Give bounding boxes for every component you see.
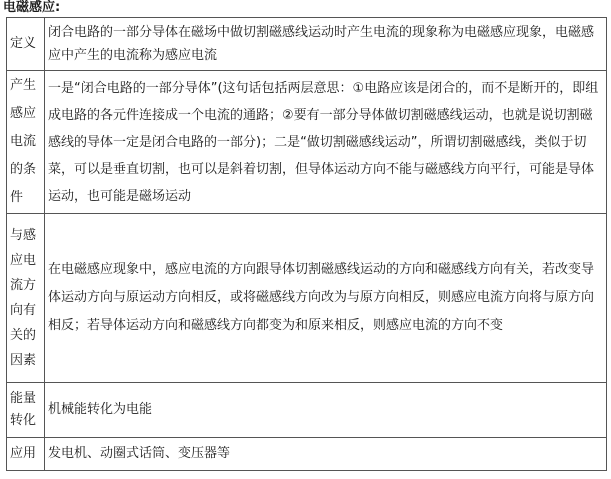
row-content-direction-factors: 在电磁感应现象中，感应电流的方向跟导体切割磁感线运动的方向和磁感线方向有关，若改变导体运动方向与原运动方向相反，或将磁感线方向改为与原方向相反，则感应电流方向将与原方向相反；若导体运动方向和磁感线方向都变为和原来相反，则感应电流的方向不变 [45,214,607,383]
row-label-direction-factors: 与感应电流方向有关的因素 [7,214,45,383]
row-content-condition: 一是“闭合电路的一部分导体”(这句话包括两层意思：①电路应该是闭合的，而不是断开的，即组成电路的各元件连接成一个电流的通路；②要有一部分导体做切割磁感线运动，也就是说切割磁感线的导体一定是闭合电路的一部分)；二是“做切割磁感线运动”，所谓切割磁感线，类似于切菜，可以是垂直切割，也可以是斜着切割，但导体运动方向不能与磁感线方向平行，可能是导体运动，也可能是磁场运动 [45,71,607,214]
row-content-energy-conversion: 机械能转化为电能 [45,383,607,438]
table-row-application [7,438,607,471]
table-row-direction-factors [7,214,607,383]
section-heading: 电磁感应: [3,0,61,15]
row-content-application: 发电机、动圈式话筒、变压器等 [45,438,607,471]
table-row-definition [7,18,607,71]
row-label-application: 应用 [7,438,45,471]
row-content-definition: 闭合电路的一部分导体在磁场中做切割磁感线运动时产生电流的现象称为电磁感应现象，电磁感应中产生的电流称为感应电流 [45,18,607,71]
knowledge-table [6,17,607,471]
row-label-energy-conversion: 能量转化 [7,383,45,438]
row-label-definition: 定义 [7,18,45,71]
row-label-condition: 产生感应电流的条件 [7,71,45,214]
table-row-condition [7,71,607,214]
table-row-energy-conversion [7,383,607,438]
